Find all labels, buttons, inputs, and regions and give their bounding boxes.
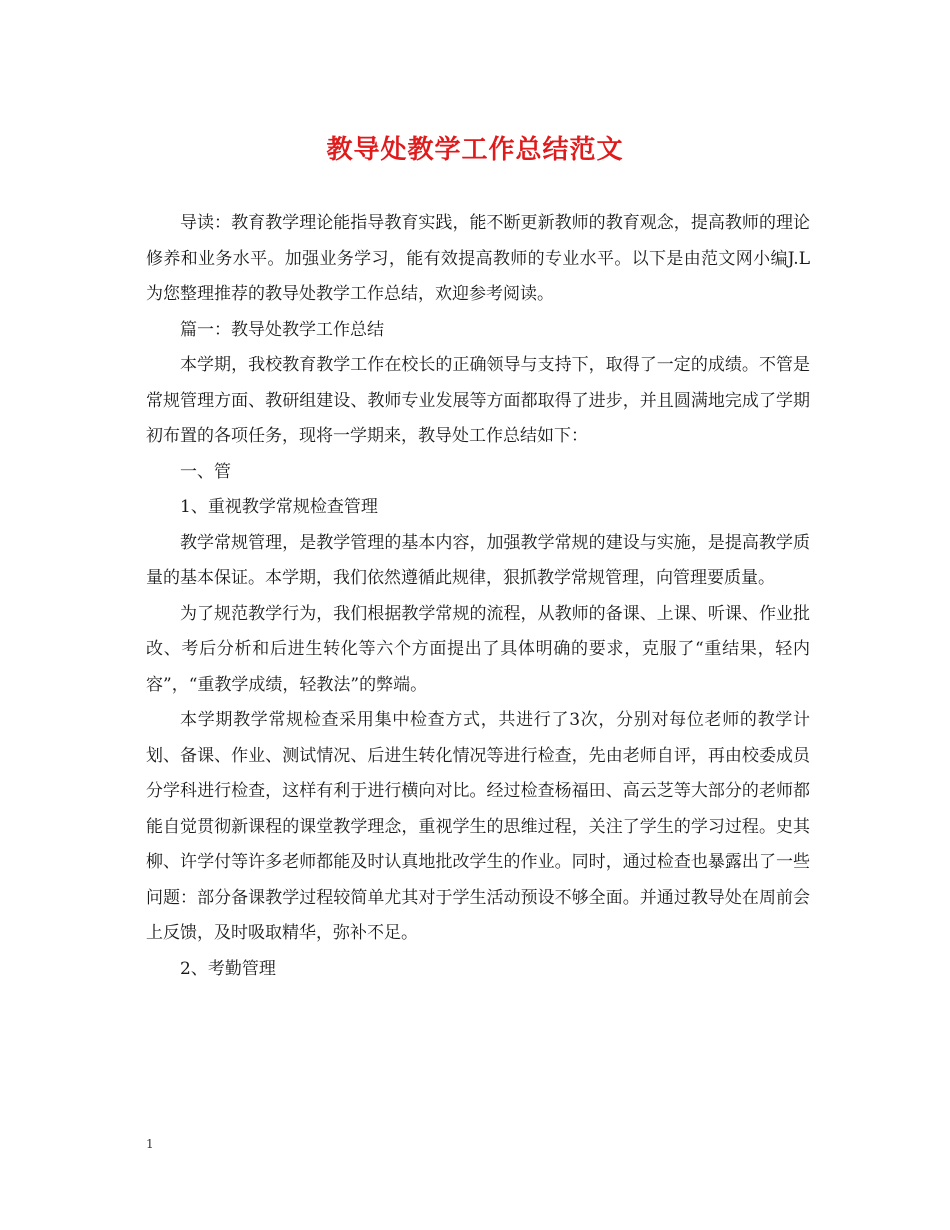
body-paragraph: 本学期，我校教育教学工作在校长的正确领导与支持下，取得了一定的成绩。不管是常规管理方面、教研组建设、教师专业发展等方面都取得了进步，并且圆满地完成了学期初布置的各项任务，现将一学期来，教导处工作总结如下： bbox=[146, 355, 810, 446]
subsection-heading: 1、重视教学常规检查管理 bbox=[180, 497, 378, 517]
document-body bbox=[146, 206, 810, 987]
subsection-heading: 2、考勤管理 bbox=[180, 958, 276, 979]
body-paragraph: 为了规范教学行为，我们根据教学常规的流程，从教师的备课、上课、听课、作业批改、考后分析和后进生转化等六个方面提出了具体明确的要求，克服了“重结果，轻内容”，“重教学成绩，轻教法”的弊端。 bbox=[146, 603, 810, 695]
page-title: 教导处教学工作总结范文 bbox=[326, 135, 624, 165]
body-paragraph: 本学期教学常规检查采用集中检查方式，共进行了3次，分别对每位老师的教学计划、备课、作业、测试情况、后进生转化情况等进行检查，先由老师自评，再由校委成员分学科进行检查，这样有利于进行横向对比。经过检查杨福田、高云芝等大部分的老师都能自觉贯彻新课程的课堂教学理念，重视学生的思维过程，关注了学生的学习过程。史其柳、许学付等许多老师都能及时认真地批改学生的作业。同时，通过检查也暴露出了一些问题：部分备课教学过程较简单尤其对于学生活动预设不够全面。并通过教导处在周前会上反馈，及时吸取精华，弥补不足。 bbox=[146, 710, 810, 943]
intro-paragraph: 导读：教育教学理论能指导教育实践，能不断更新教师的教育观念，提高教师的理论修养和业务水平。加强业务学习，能有效提高教师的专业水平。以下是由范文网小编J.L为您整理推荐的教导处教学工作总结，欢迎参考阅读。 bbox=[146, 213, 810, 304]
body-paragraph: 教学常规管理，是教学管理的基本内容，加强教学常规的建设与实施，是提高教学质量的基本保证。本学期，我们依然遵循此规律，狠抓教学常规管理，向管理要质量。 bbox=[146, 532, 810, 588]
section-heading: 一、管 bbox=[180, 461, 231, 482]
section-heading: 篇一：教导处教学工作总结 bbox=[180, 319, 384, 340]
page-number: 1 bbox=[146, 1137, 154, 1151]
